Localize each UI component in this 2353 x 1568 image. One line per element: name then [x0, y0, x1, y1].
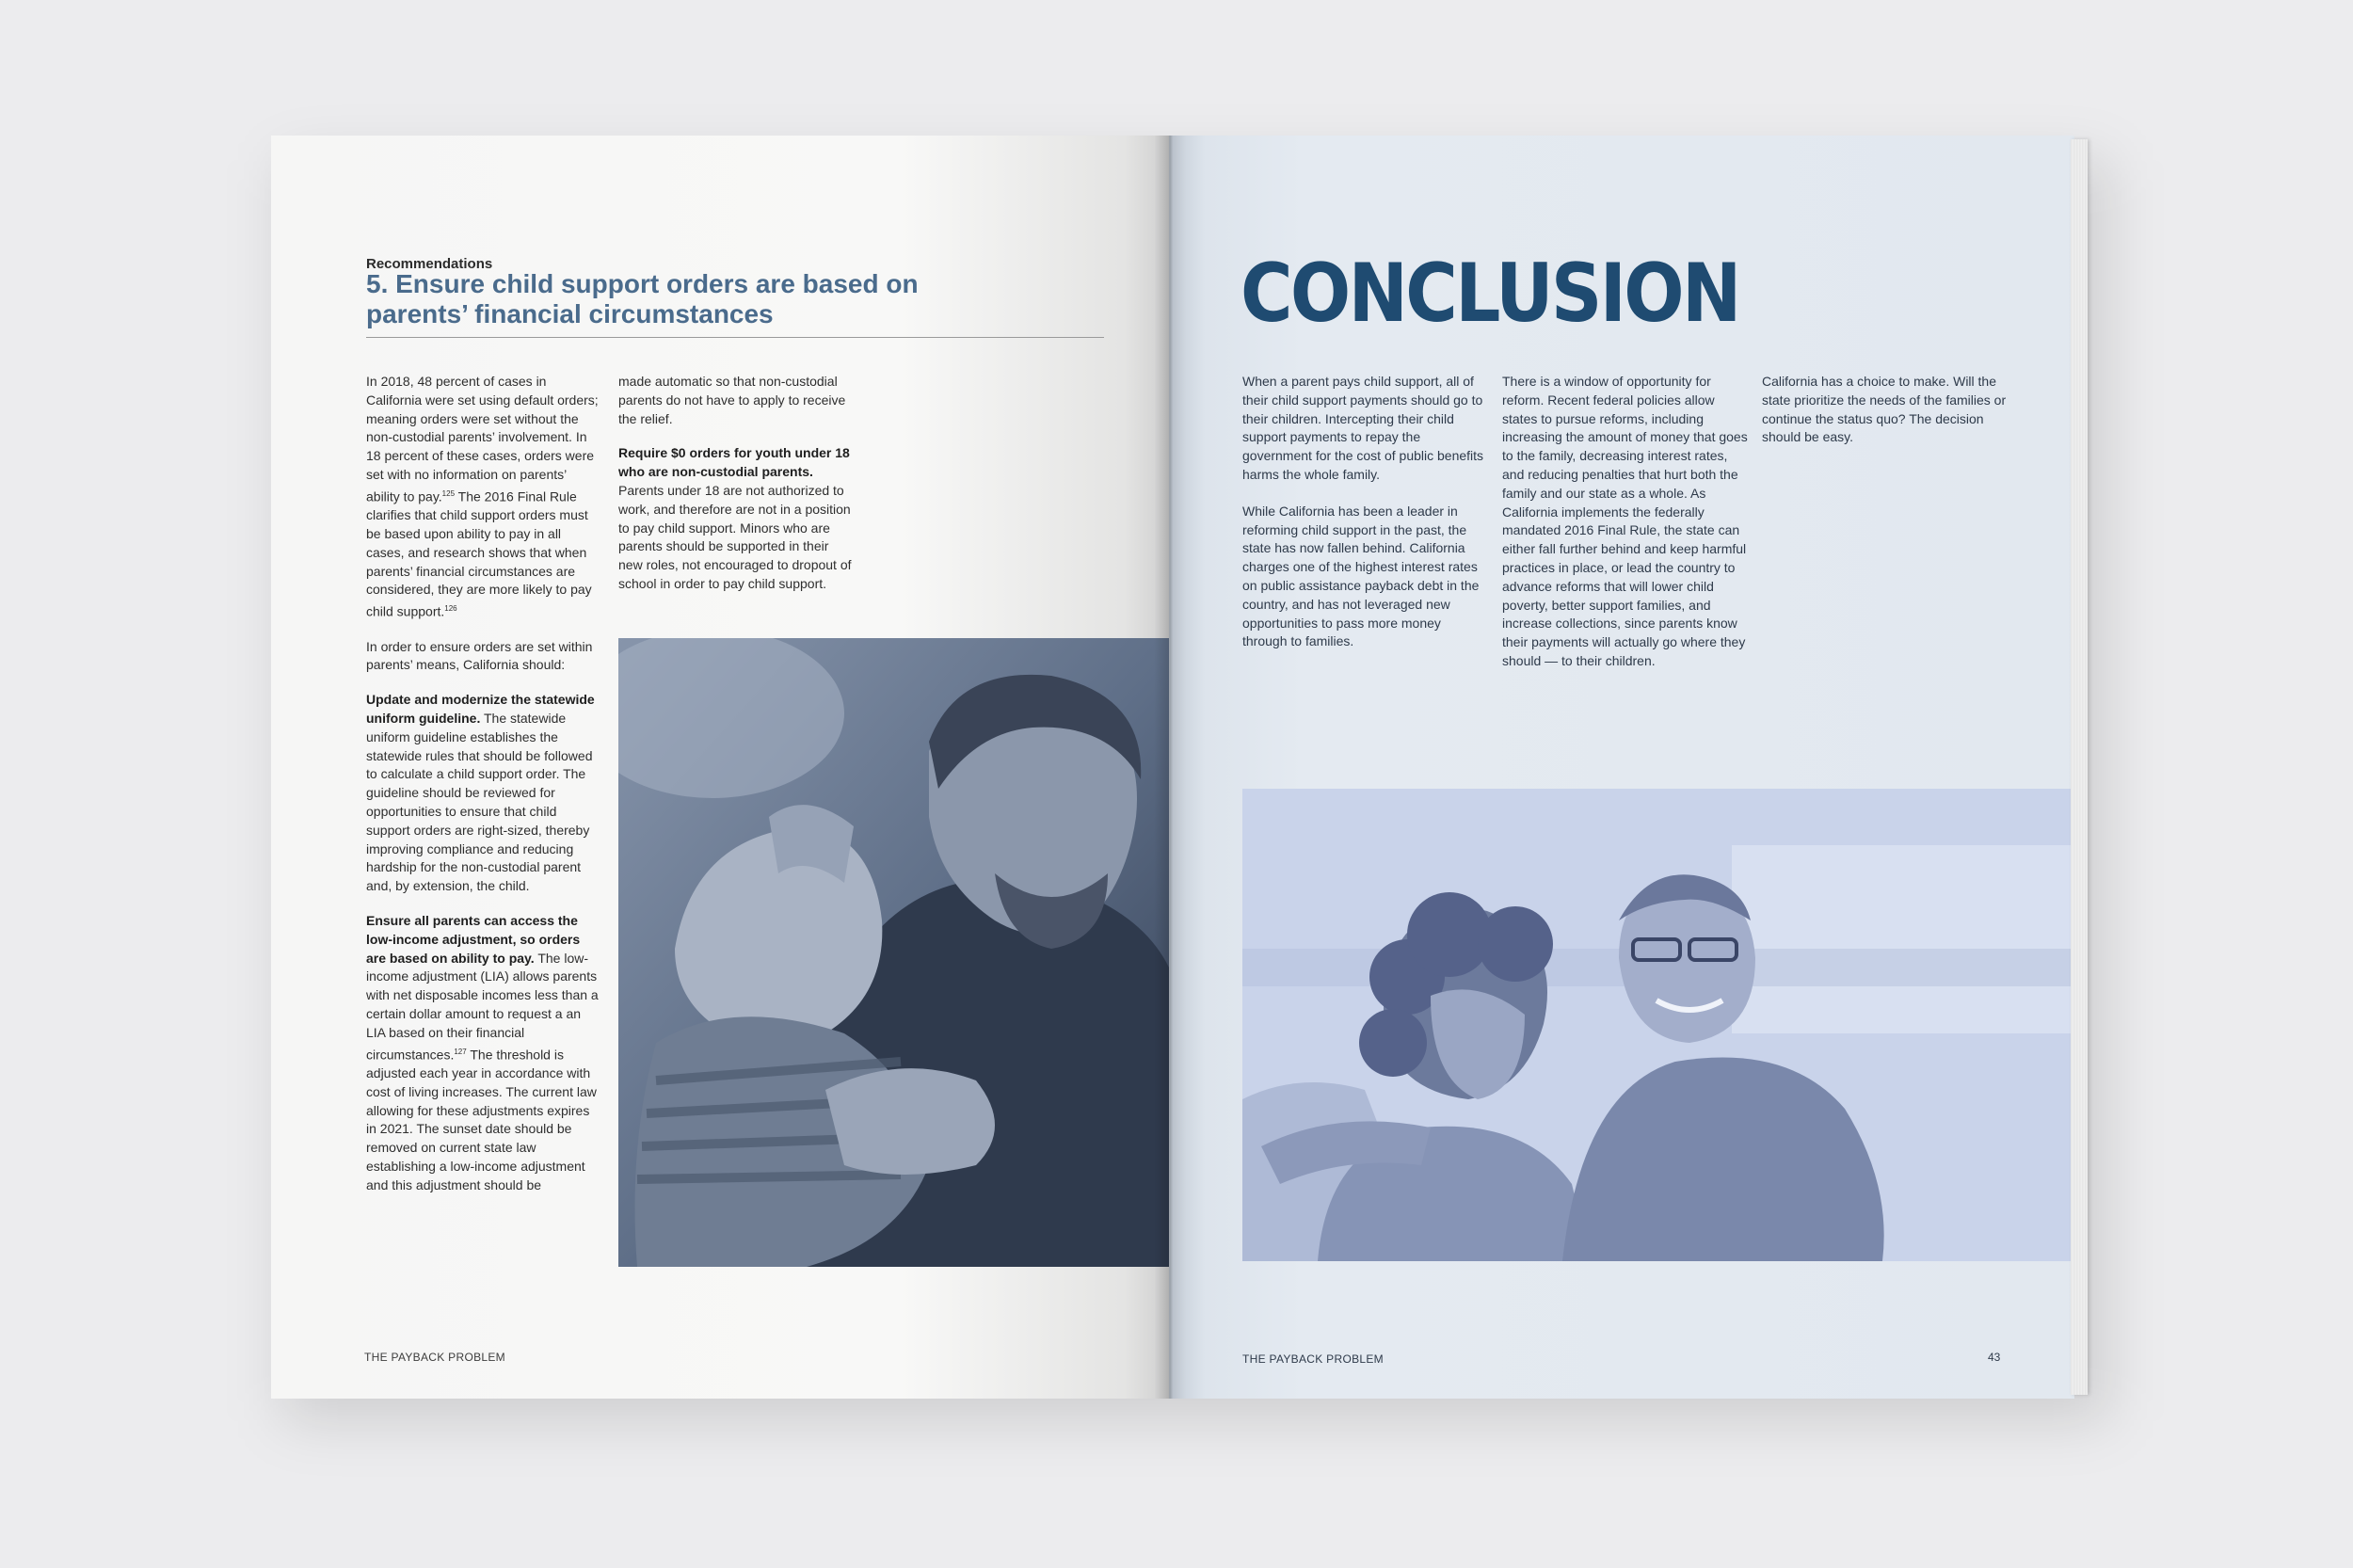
paragraph: California has a choice to make. Will the state prioritize the needs of the families or continue the status quo? The decision should be easy. [1762, 374, 2007, 445]
paragraph: In order to ensure orders are set within parents’ means, California should: [366, 638, 593, 673]
footnote-ref: 125 [441, 488, 456, 498]
heading-rule [366, 337, 1104, 338]
paragraph: Require $0 orders for youth under 18 who are non-custodial parents. Parents under 18 are not authorized to work, and therefore are not in a position to pay child support. Minors who are parents should be supported in their new roles, not encouraged to dropout of school in order to pay child support. [618, 445, 852, 591]
father-daughter-illustration [1242, 789, 2074, 1261]
book-gutter [1154, 136, 1186, 1399]
left-column-2 [618, 373, 854, 610]
left-page [271, 136, 1169, 1399]
section-eyebrow: Recommendations [366, 256, 493, 272]
running-footer: THE PAYBACK PROBLEM [1242, 1352, 1384, 1366]
right-page [1169, 136, 2074, 1399]
conclusion-title: CONCLUSION [1241, 247, 1739, 341]
page-edges [2071, 139, 2088, 1395]
paragraph: There is a window of opportunity for reform. Recent federal policies allow states to pursue reforms, including increasing the amount of money that goes to the family, decreasing interest rates, and reducing penalties that hurt both the family and our state as a whole. As California implements the federally mandated 2016 Final Rule, the state can either fall further behind and keep harmful practices in place, or lead the country to advance reforms that will lower child poverty, better support families, and increase collections, since parents know their payments will actually go where they should — to their children. [1502, 374, 1748, 668]
paragraph: In 2018, 48 percent of cases in California were set using default orders; meaning orders were set without the non-custodial parents’ involvement. In 18 percent of these cases, orders were set with no information on parents’ ability to pay.$^{125}$ The 2016 Final Rule clarifies that child support orders must be based upon ability to pay in all cases, and research shows that when parents’ financial circumstances are considered, they are more likely to pay child support.$^{126}$ [366, 374, 599, 619]
paragraph: While California has been a leader in reforming child support in the past, the state has now fallen behind. California charges one of the highest interest rates on public assistance payback debt in the country, and has not leveraged new opportunities to pass more money through to families. [1242, 503, 1480, 649]
paragraph: Update and modernize the statewide uniform guideline. The statewide uniform guideline establishes the statewide rules that should be followed to calculate a child support order. The guideline should be reviewed for opportunities to ensure that child support orders are right-sized, thereby improving compliance and reducing hardship for the non-custodial parent and, by extension, the child. [366, 692, 595, 894]
right-column-1 [1242, 373, 1489, 669]
paragraph: When a parent pays child support, all of their child support payments should go to their children. Intercepting their child support payments to repay the government for the cost of public benefits harms the whole family. [1242, 374, 1484, 482]
footnote-ref: 126 [444, 604, 457, 614]
left-column-1 [366, 373, 601, 1211]
footnote-ref: 127 [454, 1047, 467, 1056]
paragraph: Ensure all parents can access the low-income adjustment, so orders are based on ability to pay. The low-income adjustment (LIA) allows parents with net disposable incomes less than a certain dollar amount to request a an LIA based on their financial circumstances.$^{127}$ The threshold is adjusted each year in accordance with cost of living increases. The current law allowing for these adjustments expires in 2021. The sunset date should be removed on current state law establishing a low-income adjustment and this adjustment should be [366, 913, 599, 1192]
right-column-2 [1502, 373, 1749, 689]
running-footer: THE PAYBACK PROBLEM [364, 1351, 505, 1364]
recommendation-heading: 5. Ensure child support orders are based on parents’ financial circumstances [366, 269, 919, 328]
paragraph: made automatic so that non-custodial parents do not have to apply to receive the relief. [618, 374, 846, 426]
father-child-illustration [618, 638, 1169, 1267]
page-number: 43 [1988, 1351, 2001, 1364]
father-daughter-photo [1242, 789, 2074, 1261]
right-column-3 [1762, 373, 2009, 465]
father-child-photo [618, 638, 1169, 1267]
